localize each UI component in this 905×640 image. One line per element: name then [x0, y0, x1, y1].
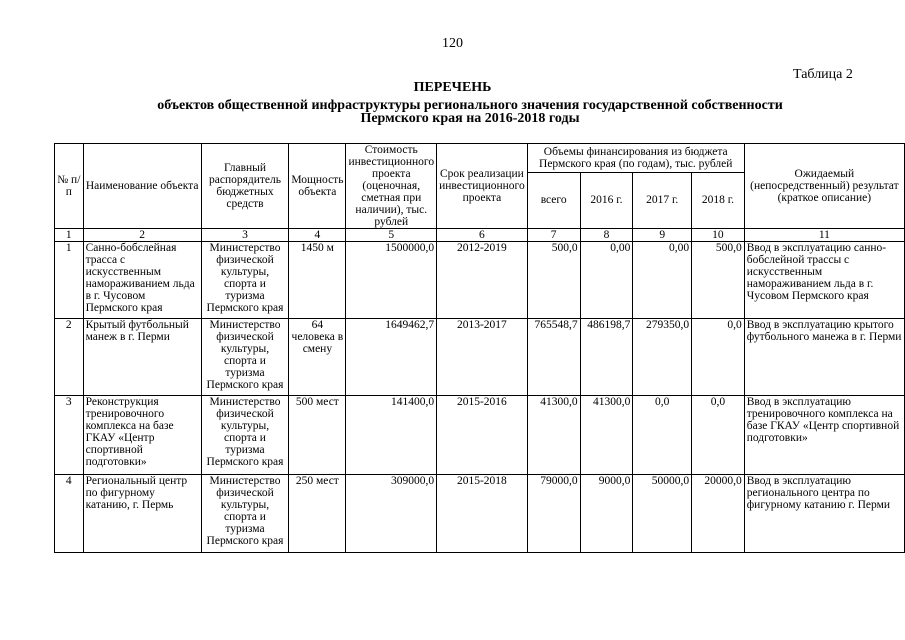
row-capacity: 64 человека в смену	[289, 319, 346, 396]
column-number: 1	[55, 229, 84, 242]
row-total: 41300,0	[527, 396, 580, 475]
row-manager: Министерство физической культуры, спорта и туризма Пермского края	[201, 242, 289, 319]
row-manager: Министерство физической культуры, спорта и туризма Пермского края	[201, 319, 289, 396]
row-2016: 41300,0	[580, 396, 633, 475]
column-number: 5	[346, 229, 437, 242]
row-period: 2015-2018	[437, 475, 528, 553]
row-period: 2013-2017	[437, 319, 528, 396]
row-2017: 50000,0	[633, 475, 692, 553]
column-number: 11	[744, 229, 904, 242]
column-number: 6	[437, 229, 528, 242]
row-num: 2	[55, 319, 84, 396]
row-period: 2012-2019	[437, 242, 528, 319]
row-result: Ввод в эксплуатацию крытого футбольного манежа в г. Перми	[744, 319, 904, 396]
row-object-name: Санно-бобслейная трасса с искусственным намораживанием льда в г. Чусовом Пермского края	[83, 242, 201, 319]
column-number: 8	[580, 229, 633, 242]
header-cost: Стоимость инвестиционного проекта (оценочная, сметная при наличии), тыс. рублей	[346, 144, 437, 229]
row-cost: 1649462,7	[346, 319, 437, 396]
row-2017: 279350,0	[633, 319, 692, 396]
column-number: 9	[633, 229, 692, 242]
row-2018: 0,0	[692, 319, 745, 396]
row-object-name: Реконструкция тренировочного комплекса на базе ГКАУ «Центр спортивной подготовки»	[83, 396, 201, 475]
header-period: Срок реализации инвестиционного проекта	[437, 144, 528, 229]
table-row	[55, 475, 905, 553]
column-number: 10	[692, 229, 745, 242]
table-label: Таблица 2	[793, 67, 853, 82]
row-manager: Министерство физической культуры, спорта и туризма Пермского края	[201, 396, 289, 475]
investment-objects-table	[54, 143, 905, 553]
header-2018: 2018 г.	[692, 172, 745, 228]
row-2018: 20000,0	[692, 475, 745, 553]
row-total: 765548,7	[527, 319, 580, 396]
header-manager: Главный распорядитель бюджетных средств	[201, 144, 289, 229]
subtitle-line-1: объектов общественной инфраструктуры регионального значения государственной собственности	[157, 98, 783, 113]
header-num: № п/п	[55, 144, 84, 229]
header-result: Ожидаемый (непосредственный) результат (краткое описание)	[744, 144, 904, 229]
table-row	[55, 396, 905, 475]
page-number: 120	[442, 36, 463, 51]
row-cost: 141400,0	[346, 396, 437, 475]
column-number: 2	[83, 229, 201, 242]
row-num: 1	[55, 242, 84, 319]
row-capacity: 1450 м	[289, 242, 346, 319]
row-2018: 500,0	[692, 242, 745, 319]
row-2016: 9000,0	[580, 475, 633, 553]
row-object-name: Крытый футбольный манеж в г. Перми	[83, 319, 201, 396]
header-2017: 2017 г.	[633, 172, 692, 228]
row-2018: 0,0	[692, 396, 745, 475]
table-row	[55, 242, 905, 319]
row-result: Ввод в эксплуатацию санно-бобслейной трассы с искусственным намораживанием льда в г. Чусовом Пермского края	[744, 242, 904, 319]
header-funding-group: Объемы финансирования из бюджета Пермского края (по годам), тыс. рублей	[527, 144, 744, 173]
row-manager: Министерство физической культуры, спорта и туризма Пермского края	[201, 475, 289, 553]
row-result: Ввод в эксплуатацию регионального центра по фигурному катанию г. Перми	[744, 475, 904, 553]
column-number-row	[55, 229, 905, 242]
row-2017: 0,0	[633, 396, 692, 475]
row-object-name: Региональный центр по фигурному катанию, г. Пермь	[83, 475, 201, 553]
row-num: 4	[55, 475, 84, 553]
row-num: 3	[55, 396, 84, 475]
row-2016: 0,00	[580, 242, 633, 319]
table-row	[55, 319, 905, 396]
header-total: всего	[527, 172, 580, 228]
row-result: Ввод в эксплуатацию тренировочного комплекса на базе ГКАУ «Центр спортивной подготовки»	[744, 396, 904, 475]
row-2017: 0,00	[633, 242, 692, 319]
row-total: 79000,0	[527, 475, 580, 553]
column-number: 7	[527, 229, 580, 242]
header-row	[55, 144, 905, 173]
subtitle-line-2: Пермского края на 2016-2018 годы	[360, 111, 580, 126]
row-capacity: 250 мест	[289, 475, 346, 553]
header-capacity: Мощность объекта	[289, 144, 346, 229]
column-number: 3	[201, 229, 289, 242]
row-cost: 309000,0	[346, 475, 437, 553]
row-2016: 486198,7	[580, 319, 633, 396]
document-subtitle	[100, 99, 840, 125]
header-name: Наименование объекта	[83, 144, 201, 229]
row-cost: 1500000,0	[346, 242, 437, 319]
column-number: 4	[289, 229, 346, 242]
row-total: 500,0	[527, 242, 580, 319]
row-period: 2015-2016	[437, 396, 528, 475]
header-2016: 2016 г.	[580, 172, 633, 228]
document-title: ПЕРЕЧЕНЬ	[413, 80, 492, 95]
row-capacity: 500 мест	[289, 396, 346, 475]
